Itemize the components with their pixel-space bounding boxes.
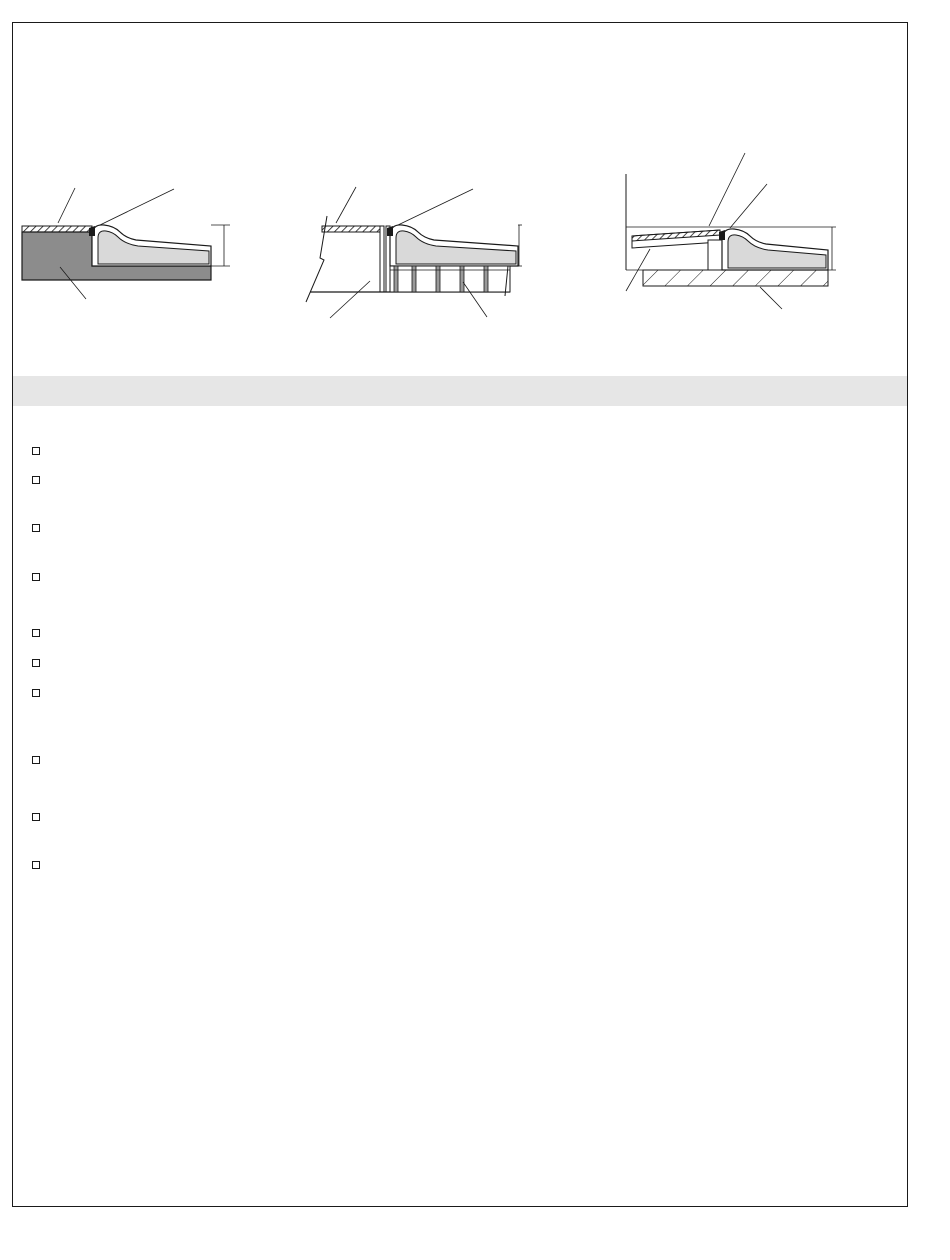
- checkbox[interactable]: [32, 476, 40, 484]
- finished-floor-2: [322, 226, 380, 232]
- checklist-item: [32, 689, 892, 703]
- checklist-item: [32, 861, 892, 875]
- joist-post-1: [380, 226, 384, 292]
- checkbox[interactable]: [32, 524, 40, 532]
- checklist-item: [32, 573, 892, 587]
- checklist-item: [32, 629, 892, 643]
- concrete-floor-diagram: [0, 0, 950, 340]
- checklist-item: [32, 476, 892, 490]
- section-header-band: [13, 376, 907, 406]
- checklist-item: [32, 756, 892, 770]
- finished-floor: [22, 226, 92, 232]
- checkbox[interactable]: [32, 689, 40, 697]
- recessed-subfloor: [643, 270, 828, 286]
- checklist-item: [32, 524, 892, 538]
- checkbox[interactable]: [32, 813, 40, 821]
- checkbox[interactable]: [32, 447, 40, 455]
- checklist-item: [32, 813, 892, 827]
- checkbox[interactable]: [32, 573, 40, 581]
- checkbox[interactable]: [32, 861, 40, 869]
- checkbox[interactable]: [32, 629, 40, 637]
- checkbox[interactable]: [32, 659, 40, 667]
- checklist-item: [32, 659, 892, 673]
- checkbox[interactable]: [32, 756, 40, 764]
- checklist-item: [32, 447, 892, 461]
